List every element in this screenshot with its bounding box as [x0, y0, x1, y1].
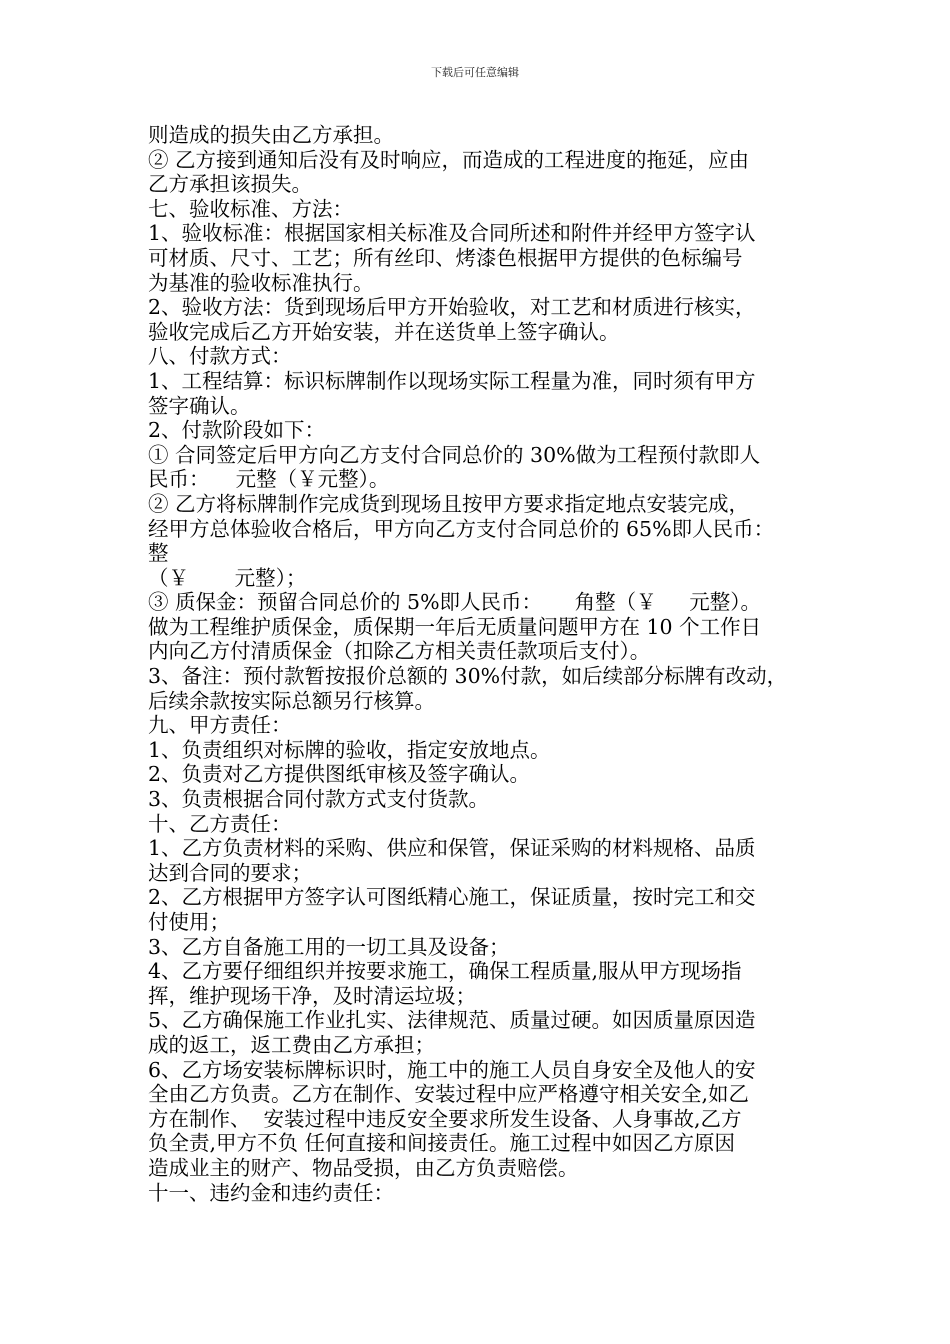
- text-line: 3、备注：预付款暂按报价总额的 30%付款，如后续部分标牌有改动，: [148, 664, 788, 689]
- text-line: 内向乙方付清质保金（扣除乙方相关责任款项后支付）。: [148, 639, 651, 664]
- section-heading: 八、付款方式：: [148, 344, 292, 369]
- text-line: 1、乙方负责材料的采购、供应和保管，保证采购的材料规格、品质: [148, 836, 756, 861]
- text-line: 1、负责组织对标牌的验收，指定安放地点。: [148, 737, 551, 762]
- page-header-note: 下载后可任意编辑: [431, 66, 519, 79]
- text-line: 为基准的验收标准执行。: [148, 270, 374, 295]
- text-line: 乙方承担该损失。: [148, 172, 312, 197]
- text-line: 造成业主的财产、物品受损，由乙方负责赔偿。: [148, 1155, 579, 1180]
- text-line: 3、负责根据合同付款方式支付货款。: [148, 787, 490, 812]
- section-heading: 十一、违约金和违约责任：: [148, 1180, 394, 1205]
- text-line: 6、乙方场安装标牌标识时，施工中的施工人员自身安全及他人的安: [148, 1057, 756, 1082]
- text-line: ③ 质保金：预留合同总价的 5%即人民币： 角整（￥ 元整）。: [148, 590, 761, 615]
- text-line: 付使用；: [148, 910, 230, 934]
- text-line: ② 乙方接到通知后没有及时响应，而造成的工程进度的拖延，应由: [148, 147, 750, 172]
- text-line: 2、乙方根据甲方签字认可图纸精心施工，保证质量，按时完工和交: [148, 885, 756, 910]
- text-line: 5、乙方确保施工作业扎实、法律规范、质量过硬。如因质量原因造: [148, 1008, 756, 1033]
- text-line: 挥，维护现场干净，及时清运垃圾；: [148, 983, 476, 1008]
- text-line: 4、乙方要仔细组织并按要求施工，确保工程质量,服从甲方现场指: [148, 959, 742, 984]
- text-line: 整: [148, 541, 169, 566]
- text-line: 全由乙方负责。乙方在制作、安装过程中应严格遵守相关安全,如乙: [148, 1082, 750, 1107]
- text-line: 成的返工，返工费由乙方承担；: [148, 1032, 435, 1057]
- text-line: 可材质、尺寸、工艺；所有丝印、烤漆色根据甲方提供的色标编号: [148, 245, 743, 270]
- text-line: 民币： 元整（￥元整）。: [148, 467, 390, 492]
- text-line: 达到合同的要求；: [148, 860, 312, 885]
- section-heading: 十、乙方责任：: [148, 811, 292, 836]
- text-line: 则造成的损失由乙方承担。: [148, 123, 394, 147]
- text-line: 2、付款阶段如下：: [148, 418, 326, 443]
- text-line: 经甲方总体验收合格后，甲方向乙方支付合同总价的 65%即人民币：: [148, 516, 775, 541]
- text-line: 后续余款按实际总额另行核算。: [148, 688, 435, 713]
- text-line: 签字确认。: [148, 393, 251, 418]
- text-line: 2、负责对乙方提供图纸审核及签字确认。: [148, 762, 531, 787]
- text-line: 1、验收标准：根据国家相关标准及合同所述和附件并经甲方签字认: [148, 221, 756, 246]
- text-line: 方在制作、 安装过程中违反安全要求所发生设备、人身事故,乙方: [148, 1106, 742, 1131]
- text-line: ② 乙方将标牌制作完成货到现场且按甲方要求指定地点安装完成，: [148, 491, 750, 516]
- text-line: ① 合同签定后甲方向乙方支付合同总价的 30%做为工程预付款即人: [148, 442, 761, 467]
- text-line: 负全责,甲方不负 任何直接和间接责任。施工过程中如因乙方原因: [148, 1131, 736, 1156]
- text-line: 3、乙方自备施工用的一切工具及设备；: [148, 934, 510, 959]
- text-line: 验收完成后乙方开始安装，并在送货单上签字确认。: [148, 319, 620, 344]
- section-heading: 九、甲方责任：: [148, 713, 292, 738]
- section-heading: 七、验收标准、方法：: [148, 196, 353, 221]
- text-line: 2、验收方法：货到现场后甲方开始验收，对工艺和材质进行核实，: [148, 295, 756, 320]
- text-line: 做为工程维护质保金，质保期一年后无质量问题甲方在 10 个工作日: [148, 614, 762, 639]
- document-body: [148, 123, 808, 1205]
- text-line: （￥ 元整）；: [148, 565, 307, 590]
- text-line: 1、工程结算：标识标牌制作以现场实际工程量为准，同时须有甲方: [148, 368, 756, 393]
